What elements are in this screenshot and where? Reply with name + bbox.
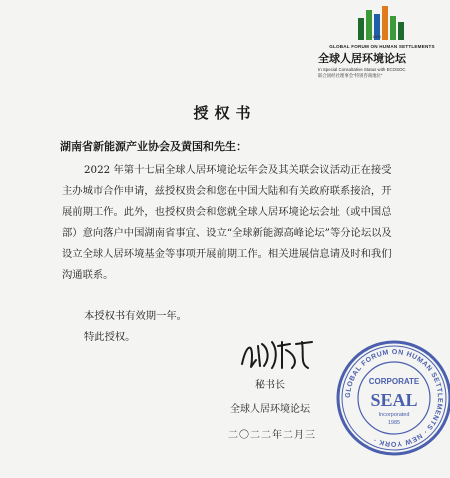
signoff-date: 二〇二二年二月三 — [228, 430, 316, 441]
corporate-seal-stamp — [334, 338, 450, 458]
logo-org-cn: 全球人居环境论坛 — [318, 52, 406, 65]
document-title: 授权书 — [193, 104, 257, 122]
logo-bars-icon — [358, 4, 406, 40]
handwritten-signature — [238, 336, 318, 372]
forum-logo — [318, 4, 446, 104]
logo-status-en: In Special Consultative Status with ECOSOC — [318, 67, 406, 72]
signer-title: 秘书长 — [255, 380, 285, 391]
signer-organization: 全球人居环境论坛 — [230, 404, 310, 415]
addressee: 湖南省新能源产业协会及黄国和先生： — [60, 140, 247, 153]
body-paragraph-2: 本授权书有效期一年。 — [84, 310, 187, 322]
seal-line-3: Incorporated — [378, 412, 410, 418]
logo-status-cn: 联合国经社理事会“特别咨商地位” — [318, 73, 383, 78]
body-paragraph-1: 2022 年第十七届全球人居环境论坛年会及其关联会议活动正在接受主办城市合作申请，兹授权贵会和您在中国大陆和有关政府联系接洽，开展前期工作。此外，也授权贵会和您就全球人居环境论坛会址（或中国总部）意向落户中国湖南省事宜、设立“全球新能源高峰论坛”等分论坛以及设立全球人居环境基金等事项开展前期工作。相关进展信息请及时和我们沟通联系。 — [62, 164, 392, 281]
logo-org-en: GLOBAL FORUM ON HUMAN SETTLEMENTS — [329, 44, 435, 49]
seal-ring-text: GLOBAL FORUM ON HUMAN SETTLEMENTS · NEW YORK · — [344, 348, 444, 448]
body-paragraph-3: 特此授权。 — [84, 331, 136, 343]
seal-line-4: 1985 — [387, 420, 401, 426]
seal-line-1: CORPORATE — [368, 377, 420, 386]
seal-line-2: SEAL — [370, 390, 418, 410]
logo-est-year: 1985 — [372, 34, 381, 39]
